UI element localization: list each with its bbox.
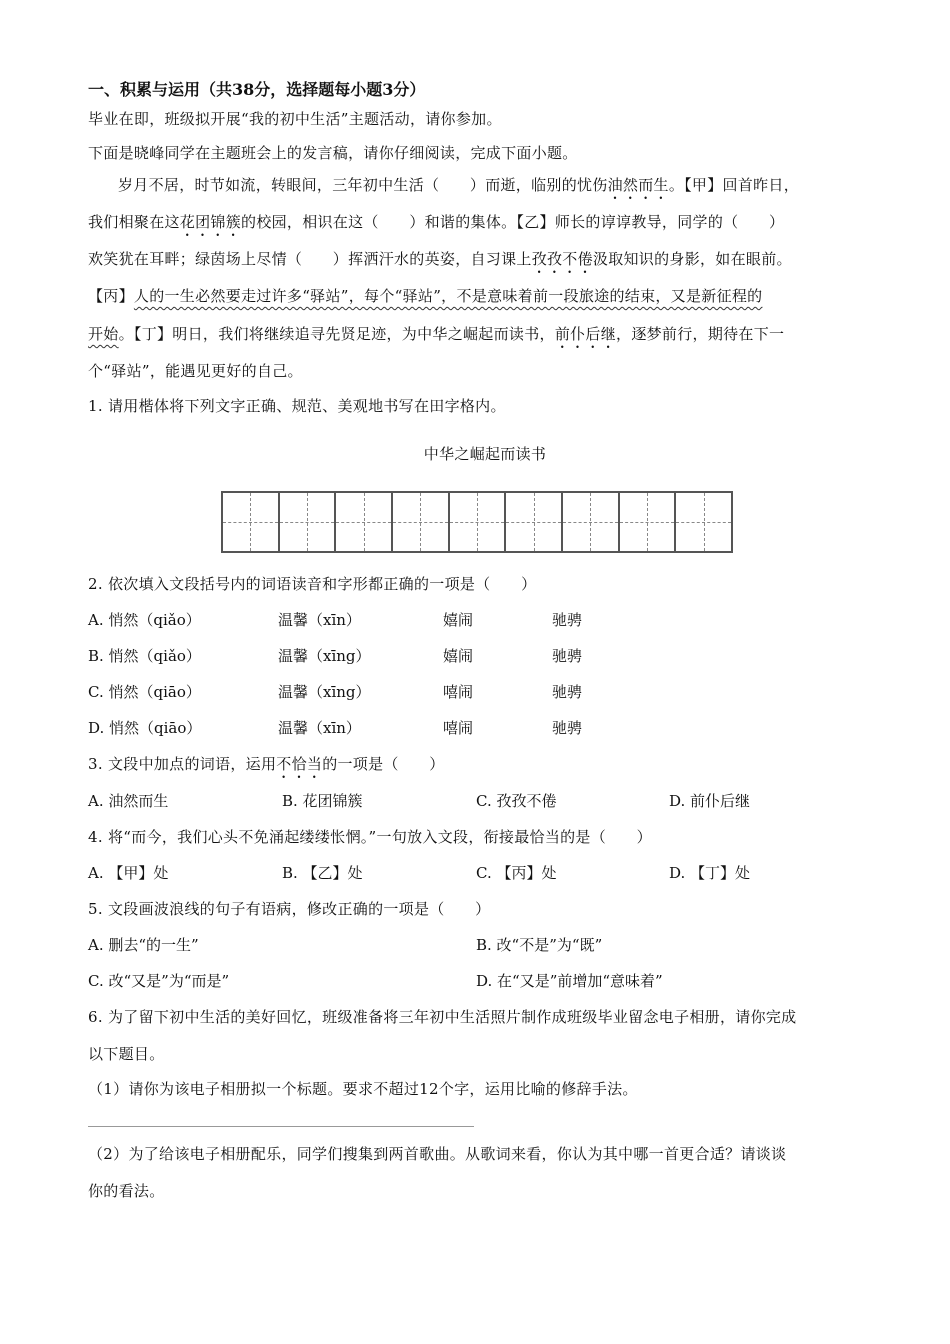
question-5-stem: 5. 文段画波浪线的句子有语病，修改正确的一项是（ ）: [88, 900, 491, 918]
passage-line-4: [88, 285, 762, 307]
passage-line-5: [88, 323, 784, 352]
passage-line-6: 个“驿站”，能遇见更好的自己。: [88, 362, 303, 380]
dotted-phrase: 油然而生: [607, 176, 669, 194]
question-3-stem: [88, 753, 445, 782]
option-cell: 温馨（xīn）: [278, 719, 361, 737]
option-cell: 嬉闹: [443, 647, 474, 665]
option-cell: 温馨（xīng）: [278, 647, 371, 665]
wavy-sentence: 人的一生必然要走过许多“驿站”，每个“驿站”，不是意味着前一段旅途的结束，又是新征程的: [133, 287, 763, 305]
tianzige-cell[interactable]: [506, 493, 563, 551]
dotted-phrase: 不恰当: [276, 755, 323, 773]
question-5-option-a[interactable]: A. 删去“的一生”: [88, 936, 199, 954]
dotted-phrase: 前仆后继: [554, 325, 617, 343]
passage-line-3: [88, 248, 792, 277]
question-1-stem: 1. 请用楷体将下列文字正确、规范、美观地书写在田字格内。: [88, 397, 506, 415]
question-6-sub-1: （1）请你为该电子相册拟一个标题。要求不超过12个字，运用比喻的修辞手法。: [88, 1080, 638, 1098]
tianzige-cell[interactable]: [450, 493, 507, 551]
tianzige-cell[interactable]: [563, 493, 620, 551]
option-label: D. 悄然（qiāo）: [88, 719, 202, 737]
passage-text: 。【甲】回首昨日，: [668, 176, 800, 194]
option-cell: 驰骋: [552, 683, 583, 701]
passage-text: 我们相聚在这: [88, 213, 180, 231]
dotted-phrase: 花团锦簇: [179, 213, 242, 231]
dotted-phrase: 孜孜不倦: [531, 250, 593, 268]
tianzige-cell[interactable]: [676, 493, 731, 551]
question-5-option-d[interactable]: D. 在“又是”前增加“意味着”: [476, 972, 663, 990]
intro-line-2: 下面是晓峰同学在主题班会上的发言稿，请你仔细阅读，完成下面小题。: [88, 144, 578, 162]
question-6-sub-2-line-1: （2）为了给该电子相册配乐，同学们搜集到两首歌曲。从歌词来看，你认为其中哪一首更合适？请谈谈: [88, 1145, 787, 1163]
question-5-option-c[interactable]: C. 改“又是”为“而是”: [88, 972, 230, 990]
passage-text: 【丙】: [88, 287, 134, 305]
answer-line[interactable]: [88, 1126, 474, 1127]
option-cell: 温馨（xīng）: [278, 683, 371, 701]
option-cell: 驰骋: [552, 647, 583, 665]
passage-text: 欢笑犹在耳畔；绿茵场上尽情（ ）挥洒汗水的英姿，自习课上: [88, 250, 532, 268]
question-3-option-d[interactable]: D. 前仆后继: [669, 792, 751, 810]
passage-text: 汲取知识的身影，如在眼前。: [592, 250, 792, 268]
question-4-option-c[interactable]: C. 【丙】处: [476, 864, 557, 882]
question-3-option-a[interactable]: A. 油然而生: [88, 792, 169, 810]
tianzige-cell[interactable]: [620, 493, 677, 551]
question-3-option-b[interactable]: B. 花团锦簇: [282, 792, 363, 810]
option-cell: 驰骋: [552, 719, 583, 737]
question-4-option-a[interactable]: A. 【甲】处: [88, 864, 169, 882]
option-label: A. 悄然（qiǎo）: [88, 611, 201, 629]
question-6-sub-2-line-2: 你的看法。: [88, 1182, 165, 1200]
option-cell: 驰骋: [552, 611, 583, 629]
option-label: B. 悄然（qiǎo）: [88, 647, 201, 665]
passage-text: 。【丁】明日，我们将继续追寻先贤足迹，为中华之崛起而读书，: [118, 325, 555, 343]
tianzige-cell[interactable]: [280, 493, 337, 551]
question-6-stem-line-2: 以下题目。: [88, 1045, 165, 1063]
option-cell: 嬉闹: [443, 611, 474, 629]
option-cell: 嘻闹: [443, 683, 474, 701]
question-4-option-d[interactable]: D. 【丁】处: [669, 864, 751, 882]
passage-text: 岁月不居，时节如流，转眼间，三年初中生活（ ）而逝，临别的忧伤: [118, 176, 608, 194]
calligraphy-prompt: 中华之崛起而读书: [423, 445, 547, 463]
option-label: C. 悄然（qiāo）: [88, 683, 201, 701]
stem-text: 的一项是（ ）: [322, 755, 445, 773]
tianzige-cell[interactable]: [223, 493, 280, 551]
question-4-option-b[interactable]: B. 【乙】处: [282, 864, 363, 882]
stem-text: 3. 文段中加点的词语，运用: [88, 755, 277, 773]
passage-text: ，逐梦前行，期待在下一: [616, 325, 785, 343]
tianzige-cell[interactable]: [393, 493, 450, 551]
tianzige-cell[interactable]: [336, 493, 393, 551]
passage-line-1: [118, 174, 799, 203]
option-cell: 嘻闹: [443, 719, 474, 737]
passage-line-2: [88, 211, 784, 240]
question-6-stem-line-1: 6. 为了留下初中生活的美好回忆，班级准备将三年初中生活照片制作成班级毕业留念电子相册，请你完成: [88, 1008, 797, 1026]
question-2-stem: 2. 依次填入文段括号内的词语读音和字形都正确的一项是（ ）: [88, 575, 537, 593]
question-4-stem: 4. 将“而今，我们心头不免涌起缕缕怅惘。”一句放入文段，衔接最恰当的是（ ）: [88, 828, 652, 846]
option-cell: 温馨（xīn）: [278, 611, 361, 629]
question-5-option-b[interactable]: B. 改“不是”为“既”: [476, 936, 603, 954]
intro-line-1: 毕业在即，班级拟开展“我的初中生活”主题活动，请你参加。: [88, 110, 502, 128]
wavy-sentence: 开始: [88, 325, 119, 343]
tianzige-grid[interactable]: [221, 491, 733, 553]
passage-text: 的校园，相识在这（ ）和谐的集体。【乙】师长的谆谆教导，同学的（ ）: [241, 213, 785, 231]
question-3-option-c[interactable]: C. 孜孜不倦: [476, 792, 557, 810]
section-title: 一、积累与运用（共38分，选择题每小题3分）: [88, 80, 426, 99]
